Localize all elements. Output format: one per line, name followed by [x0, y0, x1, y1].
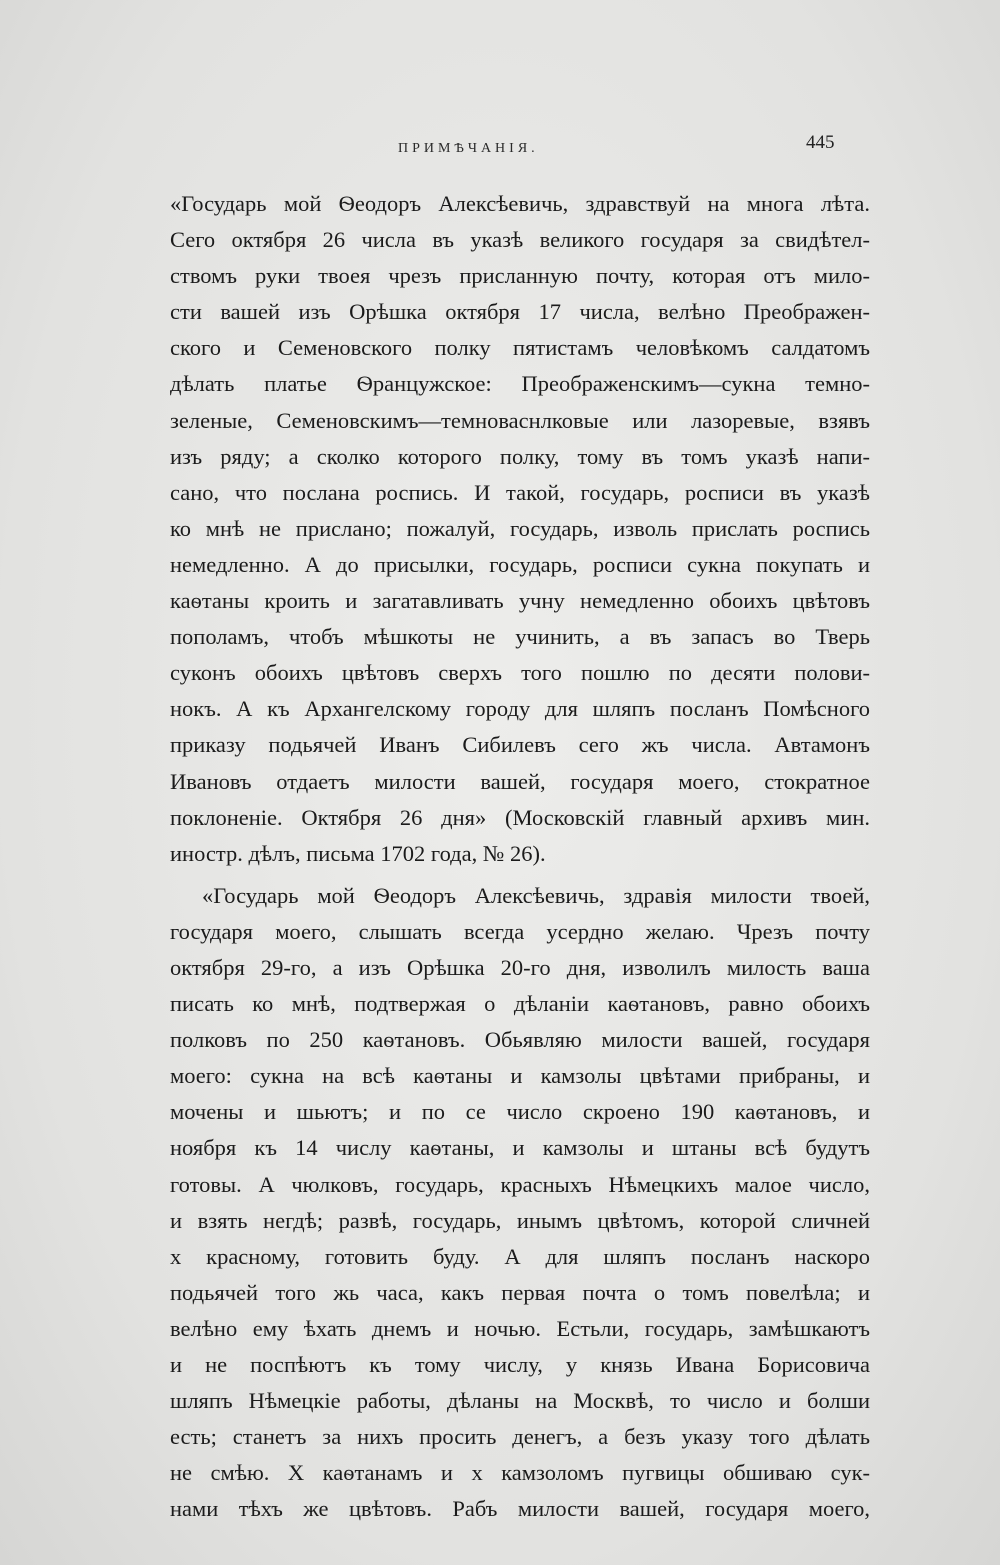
text-line: «Государь мой Ѳеодоръ Алексѣевичь, здравія милости твоей, [202, 882, 870, 908]
text-line: готовы. А чюлковъ, государь, красныхъ Нѣмецкихъ малое число, [170, 1171, 870, 1197]
text-line: поклоненіе. Октября 26 дня» (Московскій главный архивъ мин. [170, 804, 870, 830]
text-line: подьячей того жь часа, какъ первая почта о томъ повелѣла; и [170, 1279, 870, 1305]
text-line: и не поспѣютъ къ тому числу, у князь Ивана Борисовича [170, 1352, 870, 1377]
text-line: велѣно ему ѣхать днемъ и ночью. Естьли, государь, замѣшкаютъ [170, 1315, 870, 1341]
text-line: полковъ по 250 каѳтановъ. Обьявляю милости вашей, государя [170, 1027, 870, 1053]
text-line: каѳтаны кроить и загатавливать учну немедленно обоихъ цвѣтовъ [170, 588, 870, 614]
text-line: сано, что послана роспись. И такой, государь, росписи въ указѣ [170, 479, 870, 505]
text-line: моего: сукна на всѣ каѳтаны и камзолы цвѣтами прибраны, и [170, 1063, 870, 1089]
page-number: 445 [806, 132, 835, 153]
text-line: иностр. дѣлъ, письма 1702 года, № 26). [170, 840, 546, 866]
text-line: октября 29-го, а изъ Орѣшка 20-го дня, изволилъ милость ваша [170, 954, 870, 980]
text-line: пополамъ, чтобъ мѣшкоты не учинить, а въ запасъ во Тверь [170, 624, 870, 650]
text-line: мочены и шьютъ; и по се число скроено 190 каѳтановъ, и [170, 1099, 870, 1125]
text-line: х красному, готовить буду. А для шляпъ посланъ наскоро [170, 1243, 870, 1269]
paragraph-2 [170, 878, 870, 1528]
text-line: и взять негдѣ; развѣ, государь, инымъ цвѣтомъ, которой сличней [170, 1207, 870, 1233]
text-line: «Государь мой Ѳеодоръ Алексѣевичь, здравствуй на многа лѣта. [170, 191, 870, 216]
text-line: суконъ обоихъ цвѣтовъ сверхъ того пошлю по десяти полови- [170, 660, 870, 686]
body-text [170, 186, 870, 1533]
text-line: приказу подьячей Иванъ Сибилевъ сего жъ числа. Автамонъ [170, 732, 870, 758]
text-line: ствомъ руки твоея чрезъ присланную почту, которая отъ мило- [170, 263, 870, 289]
text-line: ноября къ 14 числу каѳтаны, и камзолы и штаны всѣ будутъ [170, 1135, 870, 1161]
paragraph-1 [170, 186, 870, 872]
text-line: ского и Семеновского полку пятистамъ человѣкомъ салдатомъ [170, 335, 870, 361]
text-line: сти вашей изъ Орѣшка октября 17 числа, велѣно Преображен- [170, 299, 870, 325]
text-line: есть; станетъ за нихъ просить денегъ, а безъ указу того дѣлать [170, 1424, 870, 1450]
text-line: Сего октября 26 числа въ указѣ великого государя за свидѣтел- [170, 227, 870, 253]
text-line: дѣлать платье Ѳранцужское: Преображенскимъ—сукна темно- [170, 371, 870, 397]
text-line: немедленно. А до присылки, государь, росписи сукна покупать и [170, 551, 870, 577]
text-line: Ивановъ отдаетъ милости вашей, государя моего, стократное [170, 768, 870, 794]
text-line: нами тѣхъ же цвѣтовъ. Рабъ милости вашей, государя моего, [170, 1496, 870, 1522]
text-line: не смѣю. Х каѳтанамъ и х камзоломъ пугвицы обшиваю сук- [170, 1460, 870, 1486]
text-line: ко мнѣ не прислано; пожалуй, государь, изволь прислать роспись [170, 515, 870, 541]
text-line: шляпъ Нѣмецкіе работы, дѣланы на Москвѣ, то число и болши [170, 1388, 870, 1414]
text-line: изъ ряду; а сколко которого полку, тому въ томъ указѣ напи- [170, 443, 870, 469]
text-line: писать ко мнѣ, подтвержая о дѣланіи каѳтановъ, равно обоихъ [170, 991, 870, 1017]
text-line: зеленые, Семеновскимъ—темноваснлковые или лазоревые, взявъ [170, 407, 870, 433]
text-line: нокъ. А къ Архангелскому городу для шляпъ посланъ Помѣсного [170, 696, 870, 722]
running-header: ПРИМѢЧАНІЯ. [398, 141, 539, 156]
text-line: государя моего, слышать всегда усердно желаю. Чрезъ почту [170, 918, 870, 944]
